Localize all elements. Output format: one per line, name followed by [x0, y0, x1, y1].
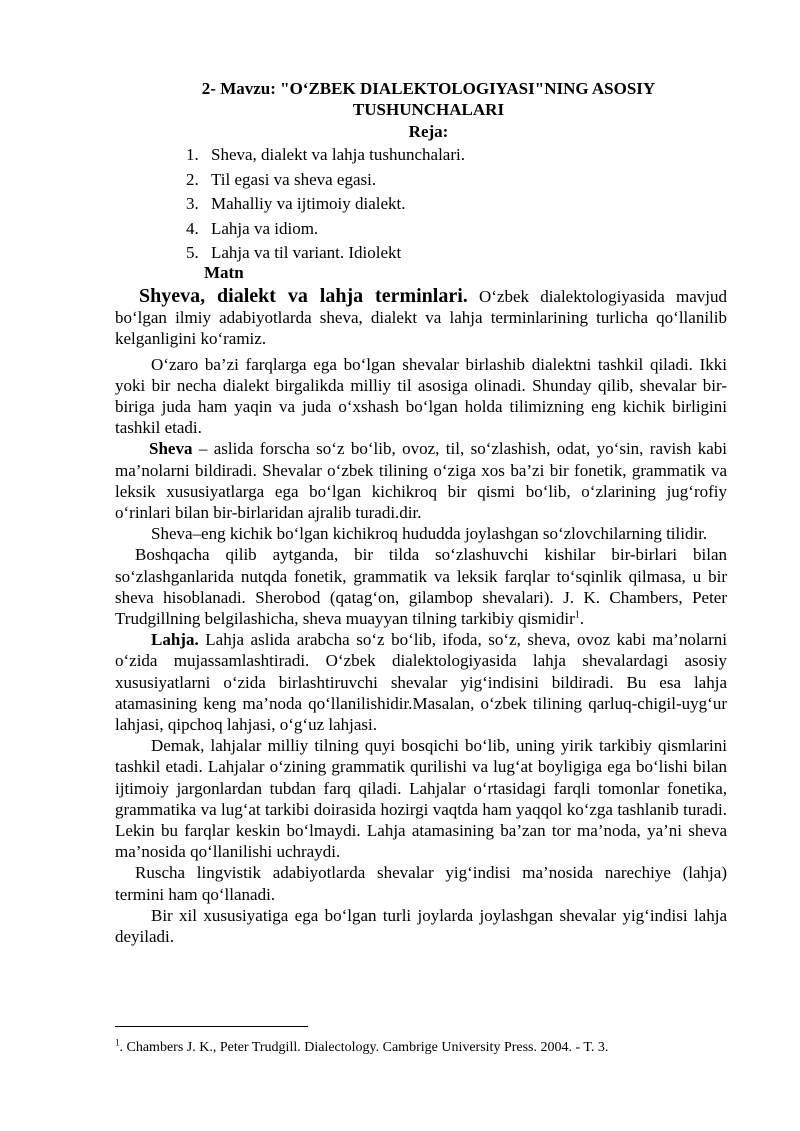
plan-item-number: 5. — [186, 243, 199, 262]
plan-list — [186, 143, 465, 266]
footnote-text: . Chambers J. K., Peter Trudgill. Dialectology. Cambrige University Press. 2004. - T. 3. — [119, 1040, 609, 1055]
paragraph-text: O‘zbek dialektologiyasida mavjud bo‘lgan ilmiy adabiyotlarda sheva, dialekt va lahja terminlarining turlicha qo‘llanilib kelganligini ko‘ramiz. — [115, 287, 727, 349]
paragraph-4: Sheva–eng kichik bo‘lgan kichikroq hududda joylashgan so‘zlovchilarning tilidir. — [151, 524, 708, 544]
title-line-2: TUSHUNCHALARI — [352, 100, 505, 119]
paragraph-text: – aslida forscha so‘z bo‘lib, ovoz, til, so‘zlashish, odat, yo‘sin, ravish kabi ma’nolarni bildiradi. Shevalar o‘zbek tilining o‘ziga xos ba’zi bir fonetik, grammatik va leksik xususiyatlarga ega bo‘lgan kichikroq bir qismi bo‘lib, o‘zlarining jug‘rofiy o‘rinlari bilan bir-birlaridan ajralib turadi.dir. — [115, 439, 727, 523]
plan-item — [186, 143, 465, 168]
paragraph-end: . — [579, 609, 584, 629]
page-title — [115, 78, 742, 120]
footnote-divider — [115, 1026, 308, 1027]
plan-item-number: 1. — [186, 145, 199, 164]
paragraph-text: Boshqacha qilib aytganda, bir tilda so‘zlashuvchi kishilar bir-birlari bilan so‘zlashganlarida nutqda fonetik, grammatik va leksik farqlar to‘sqinlik qilmasa, u bir sheva hisoblanadi. Sherobod (qatag‘on, gilambop shevalari). J. K. Chambers, Peter Trudgillning belgilashicha, sheva muayyan tilning tarkibiy qismidir — [115, 545, 727, 629]
plan-item-number: 4. — [186, 218, 199, 238]
paragraph-9: Bir xil xususiyatiga ega bo‘lgan turli joylarda joylashgan shevalar yig‘indisi lahja deyiladi. — [115, 905, 727, 947]
paragraph-7: Demak, lahjalar milliy tilning quyi bosqichi bo‘lib, uning yirik tarkibiy qismlarini tashkil etadi. Lahjalar o‘zining grammatik qurilishi va lug‘at boyligiga ega bo‘lishi bilan ijtimoiy jargonlardan tubdan farq qiladi. Lahjalar o‘rtasidagi farqli tomonlar fonetika, grammatika va lug‘at tarkibi doirasida hozirgi vaqtda ham yaqqol ko‘zga tashlanib turadi. Lekin bu farqlar keskin bo‘lmaydi. Lahja atamasining ba’zan tor ma’noda, ya’ni sheva ma’nosida qo‘llanilishi uchraydi. — [115, 736, 727, 862]
footnote — [115, 1039, 608, 1057]
plan-item-text: Lahja va idiom. — [211, 218, 319, 238]
paragraph-6 — [115, 629, 727, 735]
plan-item-text: Lahja va til variant. Idiolekt — [211, 243, 402, 262]
paragraph-lead-heading: Shyeva, dialekt va lahja terminlari. — [139, 285, 468, 307]
paragraph-text: Lahja aslida arabcha so‘z bo‘lib, ifoda, so‘z, sheva, ovoz kabi ma’nolarni o‘zida mujassamlashtiradi. O‘zbek dialektologiyasida lahja shevalardagi asosiy xususiyatlarni o‘zida birlashtiruvchi shevalar yig‘indisini bildiradi. Bu esa lahja atamasining keng ma’noda qo‘llanilishidir.Masalan, o‘zbek tilining qarluq-chigil-uyg‘ur lahjasi, qipchoq lahjasi, o‘g‘uz lahjasi. — [115, 630, 727, 735]
plan-heading: Reja: — [408, 122, 449, 141]
section-heading: Matn — [204, 263, 244, 282]
footnote-reference[interactable]: 1 — [574, 609, 580, 621]
term-lahja: Lahja. — [151, 630, 199, 650]
term-sheva: Sheva — [149, 439, 193, 459]
body-text — [115, 286, 727, 947]
plan-item-text: Mahalliy va ijtimoiy dialekt. — [211, 194, 406, 213]
paragraph-8: Ruscha lingvistik adabiyotlarda shevalar yig‘indisi ma’nosida narechiye (lahja) termini ham qo‘llanadi. — [115, 863, 727, 904]
footnote-marker: 1 — [115, 1037, 120, 1048]
plan-item-number: 2. — [186, 169, 199, 189]
plan-item-text: Sheva, dialekt va lahja tushunchalari. — [211, 145, 465, 164]
plan-item-text: Til egasi va sheva egasi. — [211, 169, 377, 189]
plan-item — [186, 192, 465, 217]
paragraph-5 — [115, 544, 727, 629]
paragraph-2: O‘zaro ba’zi farqlarga ega bo‘lgan shevalar birlashib dialektni tashkil qiladi. Ikki yoki bir necha dialekt birgalikda milliy til asosiga olinadi. Shunday qilib, shevalar bir-biriga juda ham yaqin va juda o‘xshash bo‘lgan holda tilimizning eng kichik birligini tashkil etadi. — [115, 354, 727, 438]
paragraph-1 — [115, 286, 727, 350]
plan-item-number: 3. — [186, 194, 199, 213]
plan-item — [186, 168, 465, 193]
title-line-1: 2- Mavzu: "O‘ZBEK DIALEKTOLOGIYASI"NING ASOSIY — [201, 79, 656, 98]
paragraph-3 — [115, 438, 727, 523]
plan-item — [186, 217, 465, 242]
